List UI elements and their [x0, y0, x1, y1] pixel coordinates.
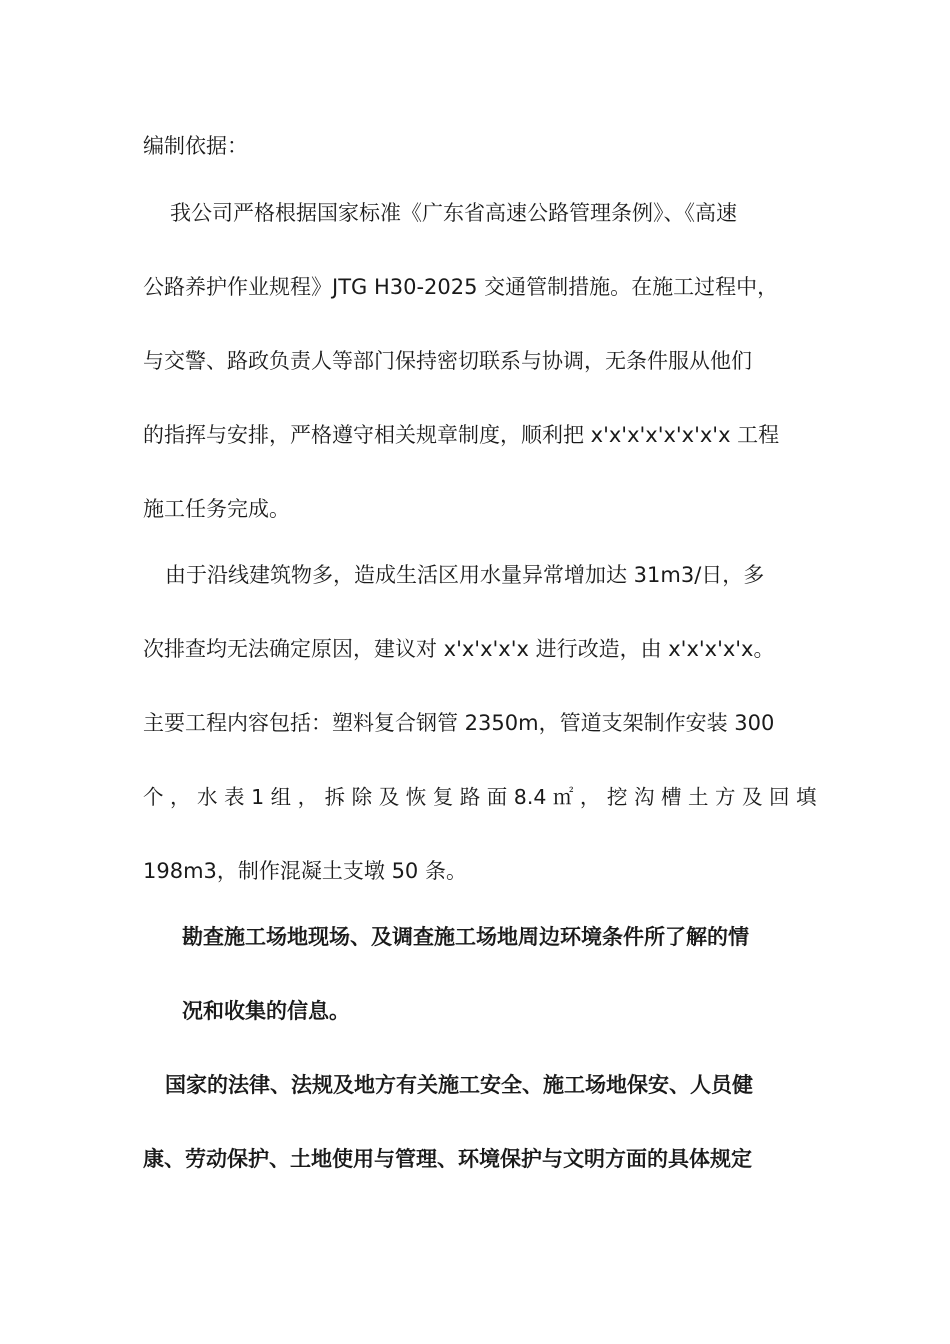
paragraph2-line2: 次排查均无法确定原因，建议对 x'x'x'x'x 进行改造，由 x'x'x'x'x。 [143, 637, 775, 661]
paragraph1-line3: 与交警、路政负责人等部门保持密切联系与协调，无条件服从他们 [143, 349, 752, 373]
paragraph3-line2: 个 ， 水 表 1 组 ， 拆 除 及 恢 复 路 面 8.4 ㎡ ， 挖 沟 槽 土 方 及 回 填 [143, 785, 817, 809]
paragraph1-line5: 施工任务完成。 [143, 497, 290, 521]
bold-item2-line1: 国家的法律、法规及地方有关施工安全、施工场地保安、人员健 [165, 1073, 753, 1097]
paragraph1-line2: 公路养护作业规程》JTG H30-2025 交通管制措施。在施工过程中， [143, 275, 779, 299]
paragraph1-line1: 我公司严格根据国家标准《广东省高速公路管理条例》、《高速 [170, 201, 737, 225]
bold-item1-line1: 勘查施工场地现场、及调查施工场地周边环境条件所了解的情 [182, 925, 749, 949]
heading: 编制依据： [143, 134, 248, 158]
paragraph2-line1: 由于沿线建筑物多，造成生活区用水量异常增加达 31m3/日，多 [165, 563, 765, 587]
paragraph1-line4: 的指挥与安排，严格遵守相关规章制度，顺利把 x'x'x'x'x'x'x'x 工程 [143, 423, 780, 447]
bold-item1-line2: 况和收集的信息。 [182, 999, 350, 1023]
bold-item2-line2: 康、劳动保护、土地使用与管理、环境保护与文明方面的具体规定 [143, 1147, 752, 1171]
paragraph3-line3: 198m3，制作混凝土支墩 50 条。 [143, 859, 467, 883]
paragraph3-line1: 主要工程内容包括：塑料复合钢管 2350m，管道支架制作安装 300 [143, 711, 775, 735]
